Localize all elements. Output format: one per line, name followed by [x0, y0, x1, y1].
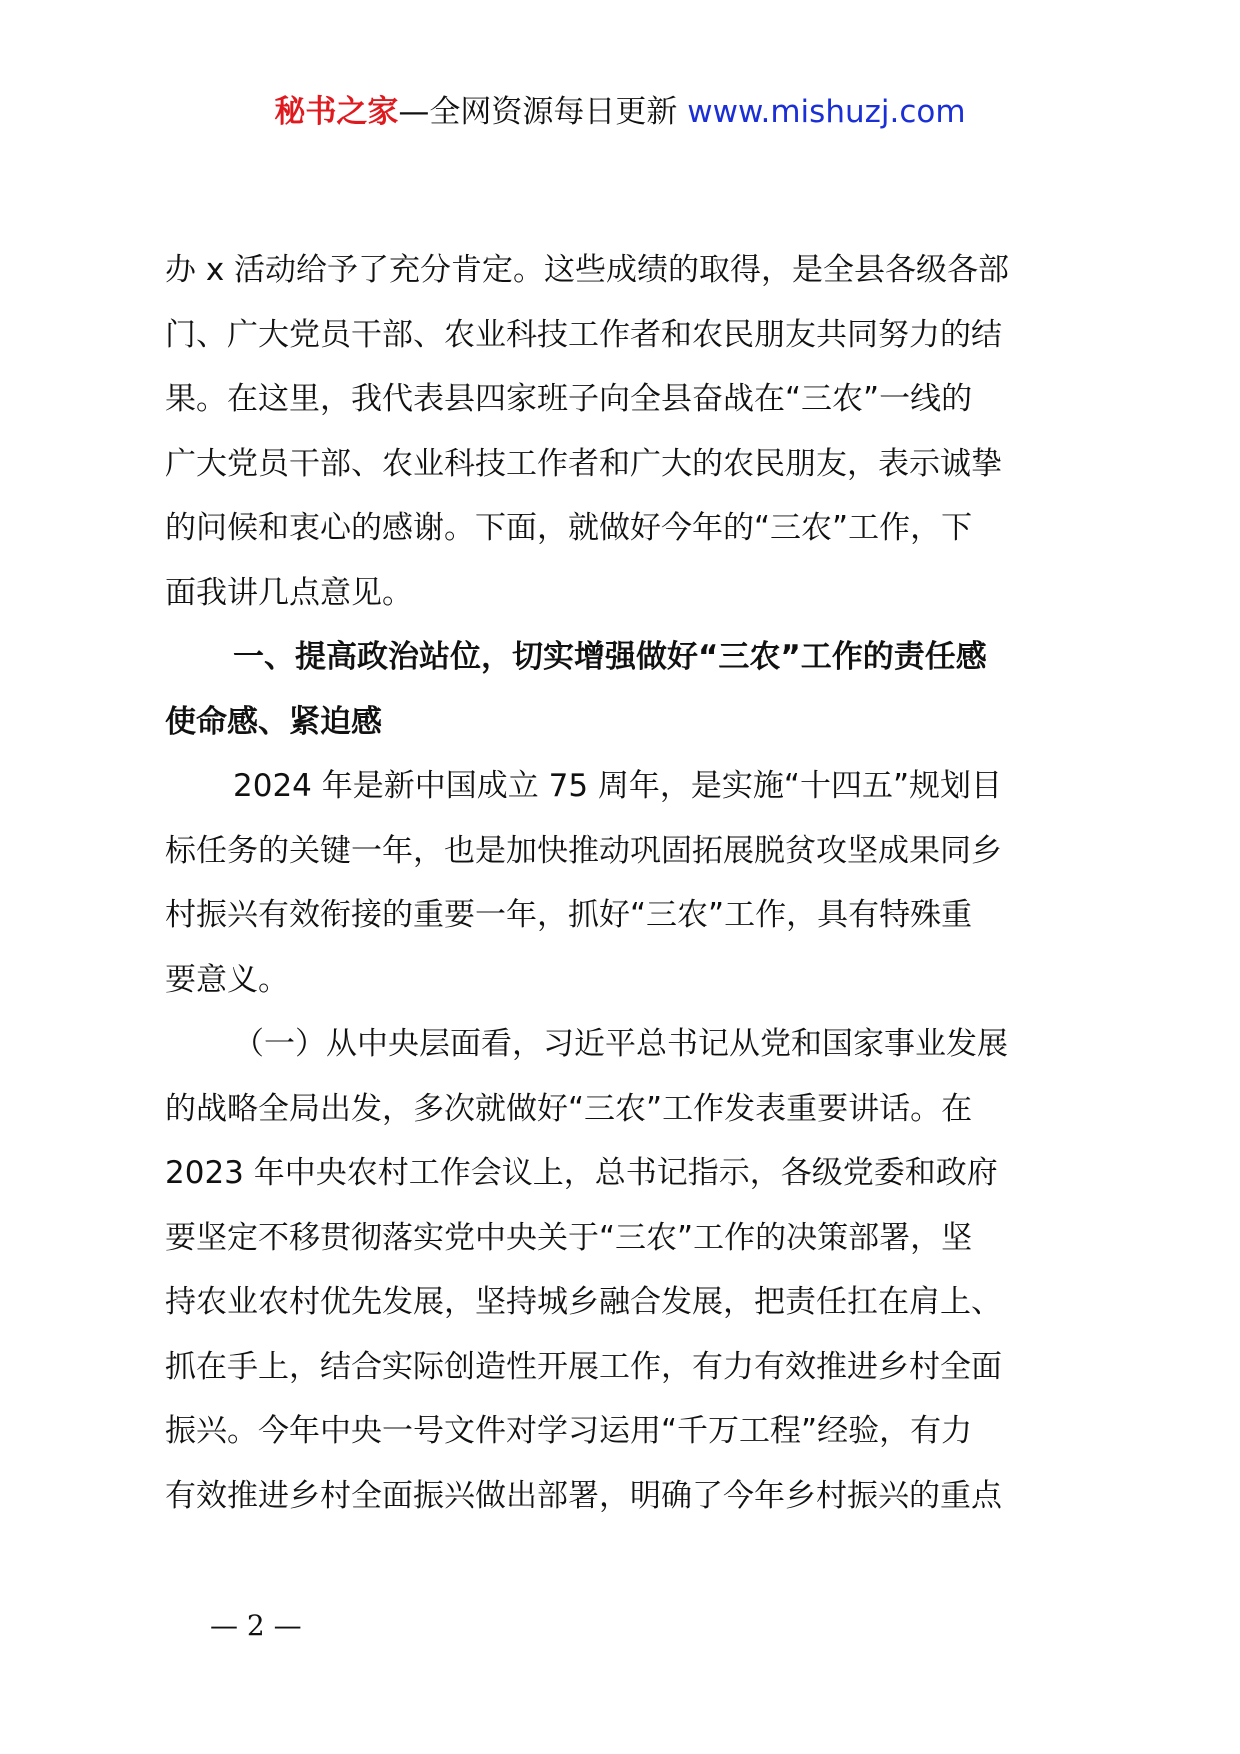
text-line: 持农业农村优先发展，坚持城乡融合发展，把责任扛在肩上、 [165, 1284, 1002, 1320]
paragraph [165, 238, 1085, 625]
heading-line: 使命感、紧迫感 [165, 703, 382, 740]
text-line: 广大党员干部、农业科技工作者和广大的农民朋友，表示诚挚 [165, 445, 1002, 482]
text-line: 面我讲几点意见。 [165, 574, 413, 611]
document-body [165, 238, 1085, 1528]
text-line: 2023 年中央农村工作会议上，总书记指示，各级党委和政府 [165, 1155, 998, 1191]
site-url-link[interactable]: www.mishuzj.com [687, 94, 966, 130]
text-line: 有效推进乡村全面振兴做出部署，明确了今年乡村振兴的重点 [165, 1477, 1002, 1514]
text-line: 办 x 活动给予了充分肯定。这些成绩的取得，是全县各级各部 [165, 252, 1010, 288]
text-line: 的问候和衷心的感谢。下面，就做好今年的“三农”工作，下 [165, 510, 973, 546]
text-line: 要坚定不移贯彻落实党中央关于“三农”工作的决策部署，坚 [165, 1219, 973, 1256]
text-line: 振兴。今年中央一号文件对学习运用“千万工程”经验，有力 [165, 1413, 973, 1449]
header-slogan: —全网资源每日更新 [398, 94, 688, 130]
text-line: 2024 年是新中国成立 75 周年，是实施“十四五”规划目 [233, 768, 1003, 804]
text-line: 要意义。 [165, 961, 289, 998]
text-line: 村振兴有效衔接的重要一年，抓好“三农”工作，具有特殊重 [165, 897, 973, 933]
text-line: 标任务的关键一年，也是加快推动巩固拓展脱贫攻坚成果同乡 [165, 832, 1002, 869]
text-line: 抓在手上，结合实际创造性开展工作，有力有效推进乡村全面 [165, 1348, 1002, 1385]
page-number: — 2 — [210, 1609, 302, 1642]
text-line: 果。在这里，我代表县四家班子向全县奋战在“三农”一线的 [165, 381, 973, 417]
paragraph [165, 1012, 1085, 1528]
text-line: 门、广大党员干部、农业科技工作者和农民朋友共同努力的结 [165, 316, 1002, 353]
paragraph [165, 754, 1085, 1012]
site-header [0, 92, 1240, 132]
section-heading [165, 625, 1085, 754]
brand-name: 秘书之家 [274, 94, 399, 130]
heading-line: 一、提高政治站位，切实增强做好“三农”工作的责任感 [233, 639, 987, 675]
text-line: （一）从中央层面看，习近平总书记从党和国家事业发展 [233, 1026, 1008, 1062]
text-line: 的战略全局出发，多次就做好“三农”工作发表重要讲话。在 [165, 1090, 973, 1127]
